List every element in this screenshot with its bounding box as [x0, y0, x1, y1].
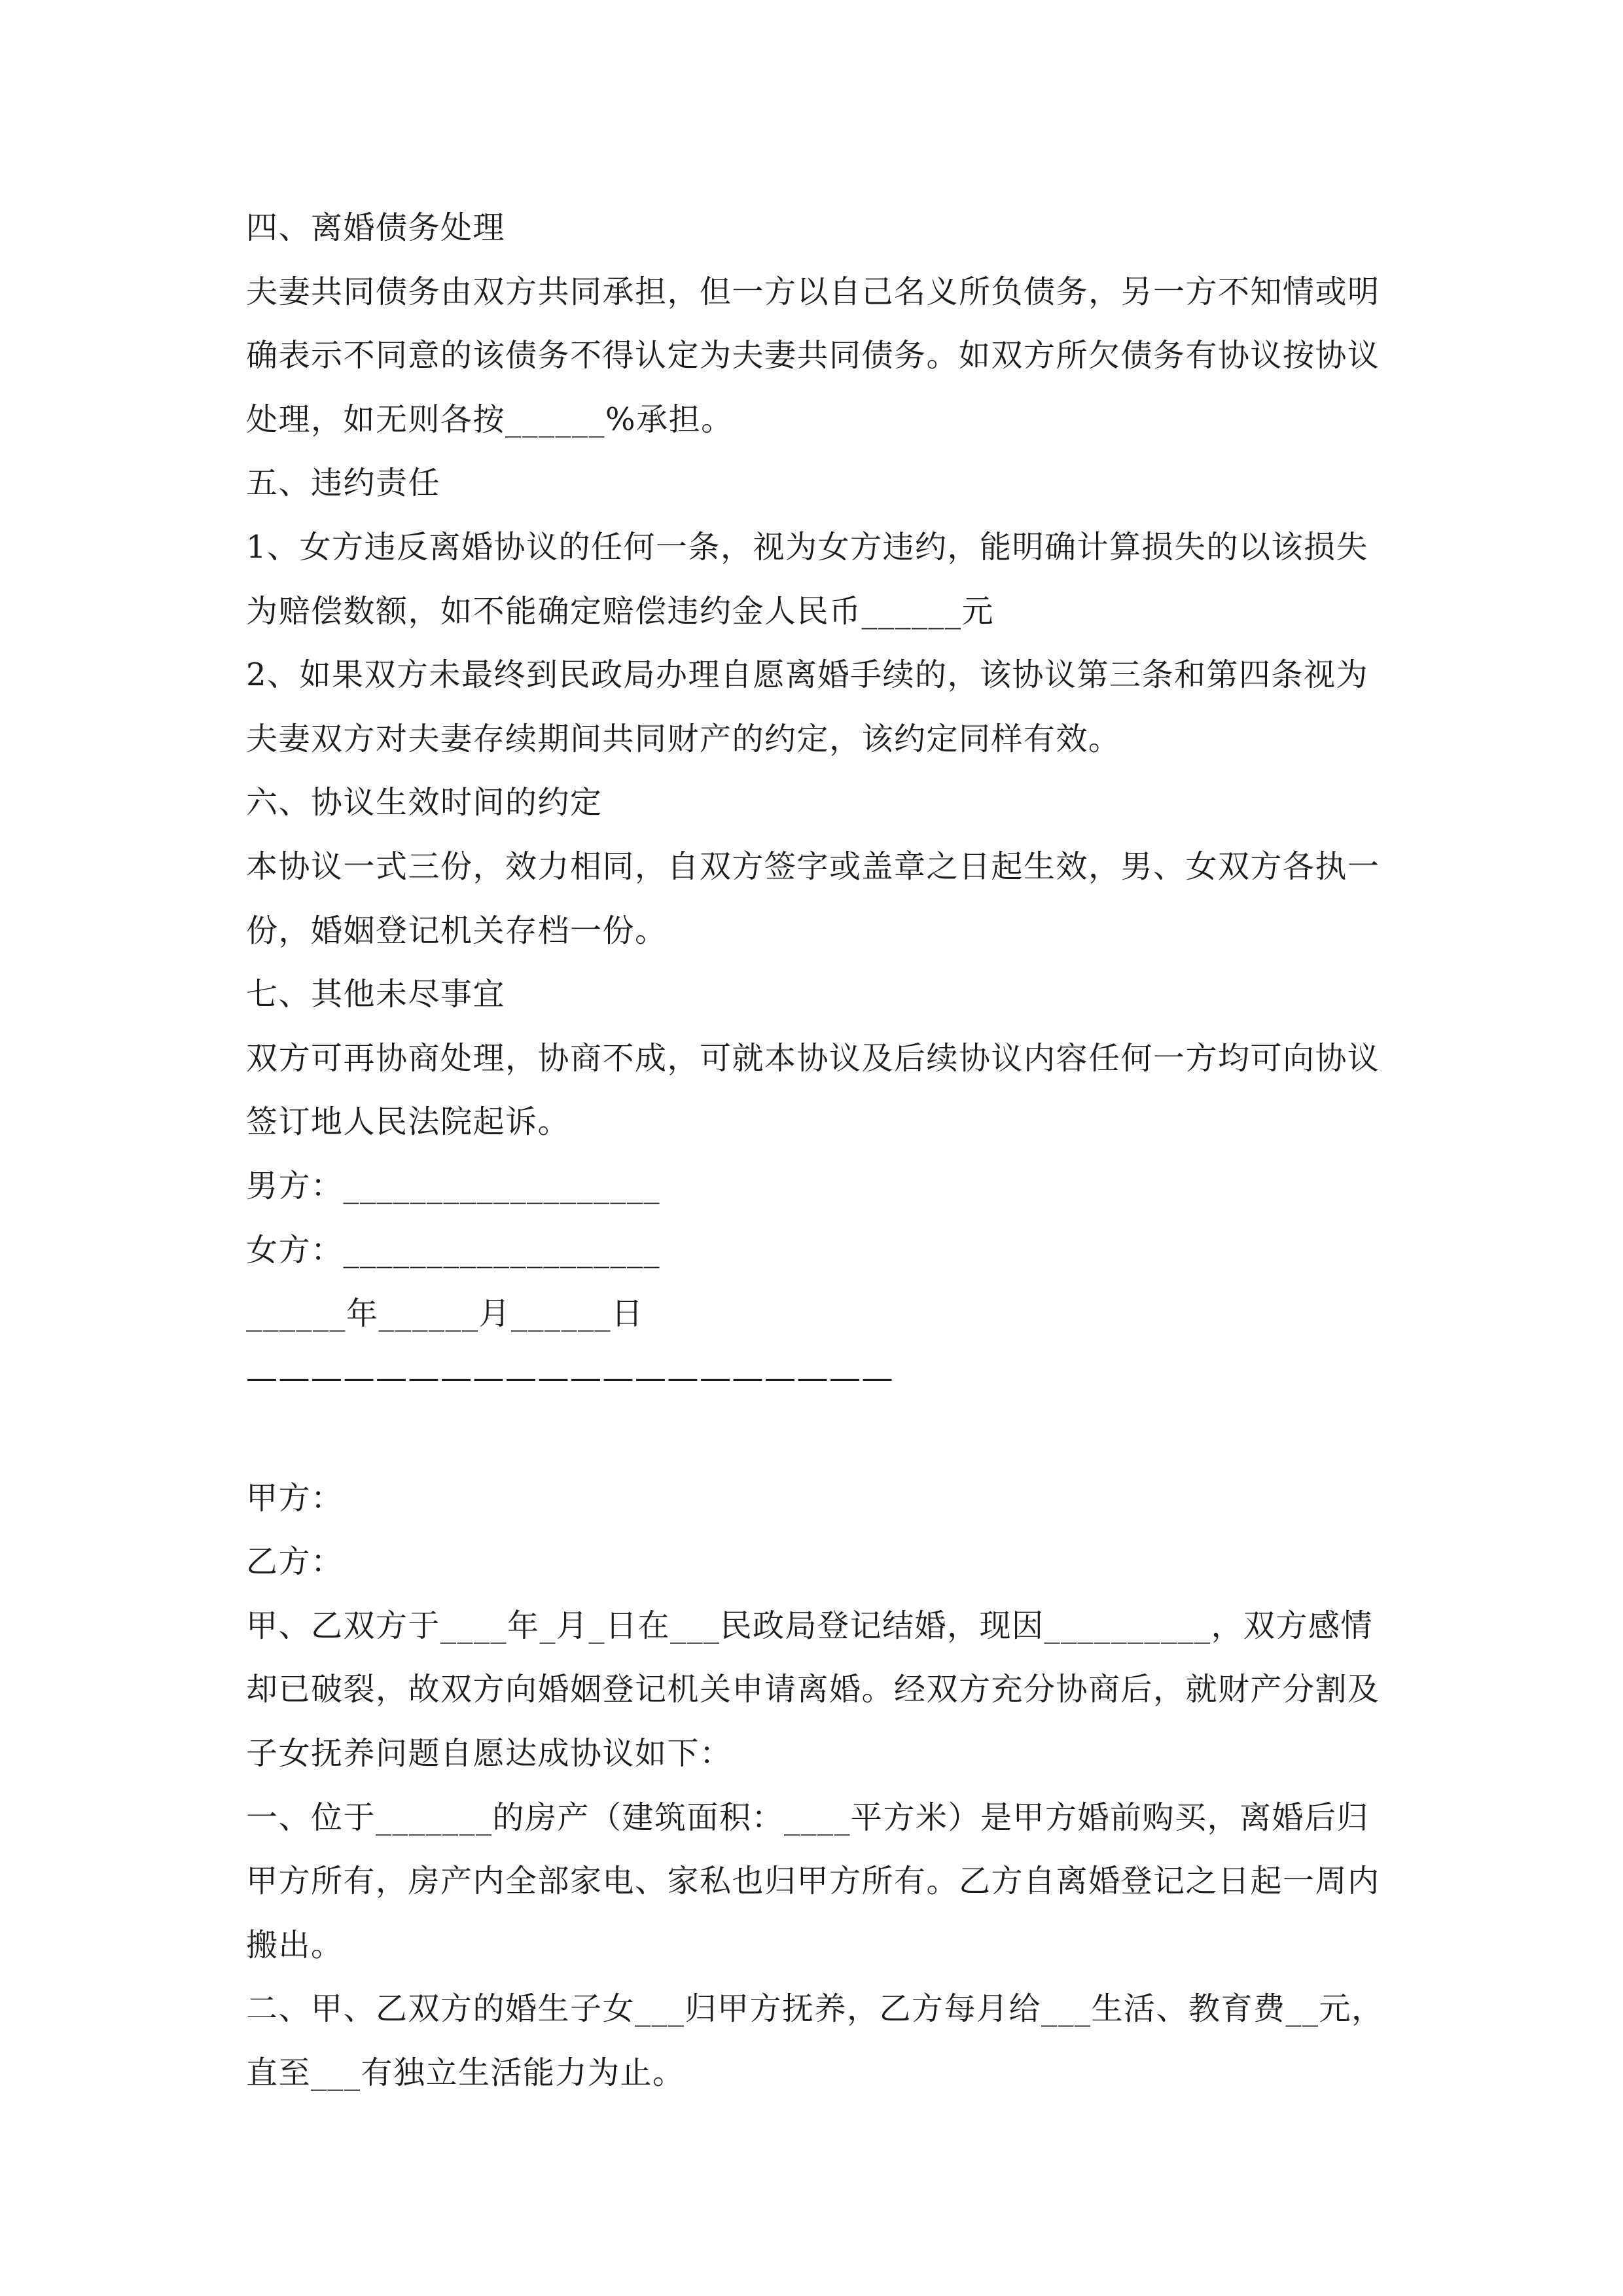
paragraph-line: 子女抚养问题自愿达成协议如下： [246, 1735, 732, 1772]
paragraph-line: 夫妻双方对夫妻存续期间共同财产的约定，该约定同样有效。 [246, 720, 1121, 757]
party-a-label: 甲方： [246, 1479, 344, 1516]
paragraph-line: 签订地人民法院起诉。 [246, 1103, 571, 1141]
paragraph-line: 双方可再协商处理，协商不成，可就本协议及后续协议内容任何一方均可向协议 [246, 1039, 1380, 1077]
clause-custody-line: 二、甲、乙双方的婚生子女___归甲方抚养，乙方每月给___生活、教育费__元， [246, 1990, 1384, 2028]
paragraph-line: 处理，如无则各按______%承担。 [246, 401, 734, 438]
paragraph-line: 为赔偿数额，如不能确定赔偿违约金人民币______元 [246, 592, 995, 630]
party-b-label: 乙方： [246, 1543, 344, 1581]
paragraph-line: 本协议一式三份，效力相同，自双方签字或盖章之日起生效，男、女双方各执一 [246, 848, 1380, 885]
section-heading-other: 七、其他未尽事宜 [246, 976, 506, 1013]
clause-custody-line: 直至___有独立生活能力为止。 [246, 2054, 685, 2092]
signature-date: ______年______月______日 [246, 1295, 644, 1333]
signature-female: 女方：___________________ [246, 1231, 661, 1268]
clause-property-line: 甲方所有，房产内全部家电、家私也归甲方所有。乙方自离婚登记之日起一周内 [246, 1863, 1380, 1900]
document-body [246, 204, 1385, 2113]
blank-spacer [246, 1414, 1385, 1475]
section-heading-effective: 六、协议生效时间的约定 [246, 784, 603, 821]
clause-property-line: 搬出。 [246, 1926, 344, 1964]
section-heading-liability: 五、违约责任 [246, 465, 441, 502]
paragraph-line: 确表示不同意的该债务不得认定为夫妻共同债务。如双方所欠债务有协议按协议 [246, 337, 1380, 374]
section-heading-debt: 四、离婚债务处理 [246, 209, 506, 246]
paragraph-line: 甲、乙双方于____年_月_日在___民政局登记结婚，现因__________，双方感情 [246, 1607, 1374, 1644]
paragraph-line: 2、如果双方未最终到民政局办理自愿离婚手续的，该协议第三条和第四条视为 [246, 656, 1369, 694]
paragraph-line: 1、女方违反离婚协议的任何一条，视为女方违约，能明确计算损失的以该损失 [246, 528, 1369, 565]
paragraph-line: 份，婚姻登记机关存档一份。 [246, 912, 668, 949]
paragraph-line: 夫妻共同债务由双方共同承担，但一方以自己名义所负债务，另一方不知情或明 [246, 273, 1380, 310]
signature-male: 男方：___________________ [246, 1167, 661, 1204]
section-divider: ———————————————————— [246, 1359, 894, 1396]
clause-property-line: 一、位于_______的房产（建筑面积：____平方米）是甲方婚前购买，离婚后归 [246, 1799, 1370, 1836]
paragraph-line: 却已破裂，故双方向婚姻登记机关申请离婚。经双方充分协商后，就财产分割及 [246, 1671, 1380, 1708]
